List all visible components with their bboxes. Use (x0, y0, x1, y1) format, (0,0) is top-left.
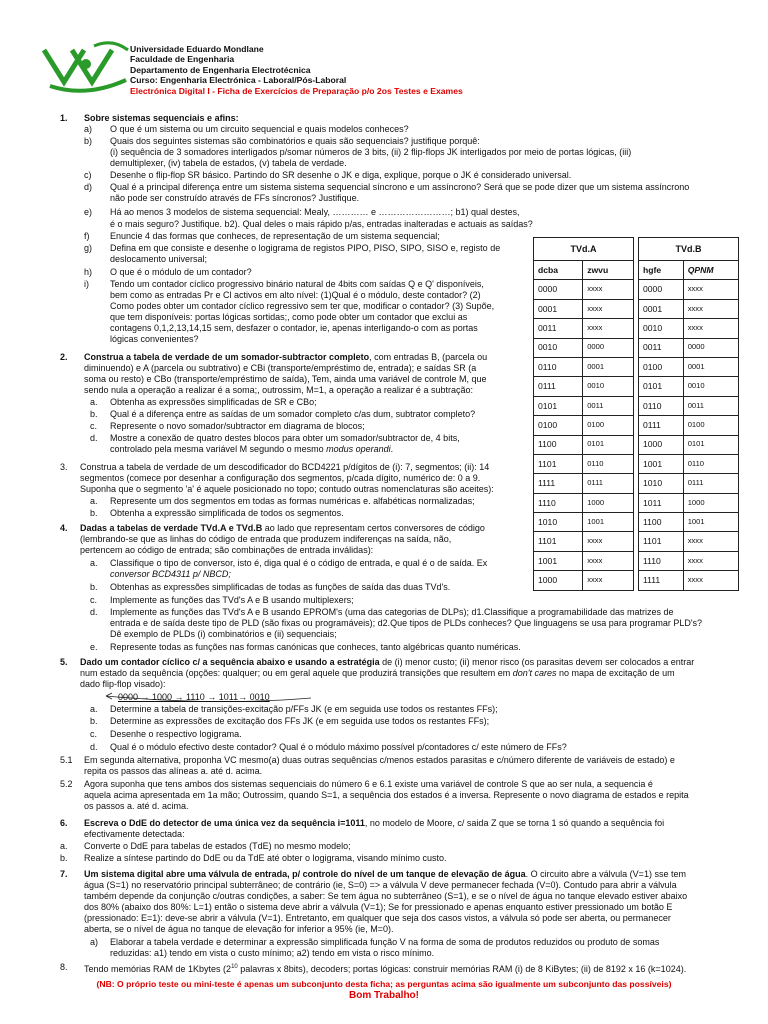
table-cell-output: 0110 (583, 454, 634, 473)
table-cell-output: xxxx (583, 551, 634, 570)
q1-g2: deslocamento universal; (110, 254, 208, 264)
table-row (639, 513, 739, 532)
q1-i3: Como podes obter um contador cíclico regressivo sem ter que, modificar o contador? (3) Supõe, (110, 301, 495, 311)
label-h: h) (84, 267, 93, 277)
label-d: d) (84, 182, 93, 192)
table-cell-input: 1011 (639, 493, 684, 512)
q4-d1: Implemente as funções das TVd's A e B usando EPROM's (uma das categorias de DLPs); d1.Classifique a programabilidade das matrizes de (110, 607, 674, 617)
table-row (639, 377, 739, 396)
table-cell-input: 0011 (534, 319, 583, 338)
table-cell-input: 1101 (534, 454, 583, 473)
table-cell-output: 0001 (583, 357, 634, 376)
table-cell-output: 0000 (683, 338, 738, 357)
table-cell-input: 1100 (534, 435, 583, 454)
note: (NB: O próprio teste ou mini-teste é apenas um subconjunto desta ficha; as perguntas acima são igualmente um subconjunto das possíveis) (96, 979, 672, 989)
q2-c: Represente o novo somador/subtractor em diagrama de blocos; (110, 421, 365, 431)
table-cell-input: 1110 (639, 551, 684, 570)
q3-t1: Construa a tabela de verdade de um descodificador do BCD4221 p/dígitos de (i): 7, segmentos; (ii): 14 (80, 462, 490, 472)
table-cell-output: xxxx (583, 280, 634, 299)
table-cell-output: xxxx (583, 571, 634, 590)
q1-e2: é o mais seguro? Justifique. b2). Qual deles o mais rápido p/as, entradas inalteradas e actuais as saídas? (110, 219, 533, 229)
table-row (534, 357, 634, 376)
label-a: a) (90, 937, 99, 947)
table-row (534, 513, 634, 532)
q8-t2: palavras x 8bits), decoders; portas lógicas: construir memórias RAM (i) de 8 KiBytes; (ii) de 8192 x 16 (k=1024). (237, 964, 687, 974)
label-a: a. (60, 841, 68, 851)
q1-g1: Defina em que consiste e desenhe o logigrama de registos PIPO, PISO, SIPO, SISO e, registo de (110, 243, 501, 253)
q3-t2: segmentos (comece por desenhar a configuração dos segmentos, p/cada dígito, numérico de: 0 a 9. (80, 473, 481, 483)
table-cell-output: 0010 (683, 377, 738, 396)
table-row (534, 299, 634, 318)
truth-table-a (533, 237, 634, 591)
q2-t4: sendo nula a operação a realizar é a soma;, outrossim, M=1, a operação a realizar é a subtração: (84, 385, 473, 395)
table-cell-output: xxxx (683, 319, 738, 338)
q1-c: Desenhe o flip-flop SR básico. Partindo do SR desenhe o JK e diga, explique, porque o JK é considerado universal. (110, 170, 572, 180)
q2-title: Construa a tabela de verdade de um somador-subtractor completo (84, 352, 370, 362)
university-name: Universidade Eduardo Mondlane (130, 44, 264, 54)
q7-t5: (pressionado: E=1): deve-se abrir a válvula (V=1). Entretanto, em qualquer que seja dos casos vistos, a válvula só pode ser aberta, ou permanecer (84, 913, 671, 923)
table-row (534, 493, 634, 512)
table-row (639, 571, 739, 590)
q7-t4: dos 80% (abaixo dos 80%: L=1) então o sistema deve abrir a válvula (V=1); Se for pressionado e apenas enquanto estiver pressionado um botão E (84, 902, 673, 912)
table-cell-input: 0111 (639, 416, 684, 435)
table-cell-output: xxxx (583, 319, 634, 338)
q6-title: Escreva o DdE do detector de uma única vez da sequência i=1011 (84, 818, 365, 828)
q6-a: Converte o DdE para tabelas de estados (TdE) no mesmo modelo; (84, 841, 351, 851)
label-c: c. (90, 595, 98, 605)
table-row (534, 532, 634, 551)
table-row (534, 474, 634, 493)
q2-number: 2. (60, 352, 68, 362)
label-e: e) (84, 207, 93, 217)
tvd-a-header-output: zwvu (583, 261, 634, 280)
table-cell-output: xxxx (683, 280, 738, 299)
table-row (639, 396, 739, 415)
table-cell-input: 1111 (639, 571, 684, 590)
q5-t2b: don't cares (512, 668, 557, 678)
course-name: Curso: Engenharia Electrónica - Laboral/Pós-Laboral (130, 75, 347, 86)
table-cell-input: 1000 (639, 435, 684, 454)
q3-t3: Suponha que o segmento 'a' é aquele posicionado no topo; contudo outras nomenclaturas são aceites): (80, 484, 494, 494)
table-row (534, 435, 634, 454)
q1-title: Sobre sistemas sequenciais e afins: (84, 113, 239, 123)
table-cell-input: 1010 (639, 474, 684, 493)
table-cell-output: 0000 (583, 338, 634, 357)
q5-t3: dado flip-flop visado): (80, 679, 166, 689)
label-g: g) (84, 243, 93, 253)
table-cell-output: 0101 (683, 435, 738, 454)
q5-d: Qual é o módulo efectivo deste contador? Qual é o módulo máximo possível p/contadores c/ este número de FFs? (110, 742, 567, 752)
q1-h: O que é o módulo de um contador? (110, 267, 252, 277)
q1-i4: que tem disponíveis: portas lógicas sortidas;, como pode obter um contador que exclui as (110, 312, 468, 322)
table-cell-output: xxxx (683, 571, 738, 590)
label-d: d. (90, 742, 98, 752)
q1-i5: contagens 0,1,2,13,14,15 sem, desfazer o contador, ie, apenas interligando-o com as portas (110, 323, 478, 333)
table-cell-output: 0111 (583, 474, 634, 493)
q2-t1b: , com entradas B, (parcela ou (369, 352, 488, 362)
q51-t2: repita os passos das alíneas a. até d. acima. (84, 766, 263, 776)
tvd-b-header-input: hgfe (639, 261, 684, 280)
q2-d2a: controlado pela mesma variável M segundo o mesmo (110, 444, 327, 454)
table-cell-input: 0010 (534, 338, 583, 357)
q5-title: Dado um contador cíclico c/ a sequência abaixo e usando a estratégia (80, 657, 380, 667)
q1-i1: Tendo um contador cíclico progressivo binário natural de 4bits com saídas Q e Q' disponíveis, (110, 279, 484, 289)
table-row (534, 416, 634, 435)
table-cell-input: 0110 (639, 396, 684, 415)
label-i: i) (84, 279, 89, 289)
table-row (639, 454, 739, 473)
label-d: d. (90, 433, 98, 443)
table-cell-output: 1001 (583, 513, 634, 532)
table-row (534, 396, 634, 415)
table-cell-output: 0110 (683, 454, 738, 473)
table-row (534, 319, 634, 338)
table-cell-output: 0101 (583, 435, 634, 454)
q5-b: Determine as expressões de excitação dos FFs JK (e em seguida use todos os restantes FFs); (110, 716, 490, 726)
tvd-b-header-output: QPNM (683, 261, 738, 280)
table-cell-input: 0001 (639, 299, 684, 318)
q1-i2: bem como as entradas Pr e Cl activos em alto nível: (1)Qual é o módulo, deste contador? (2) (110, 290, 481, 300)
closing: Bom Trabalho! (348, 990, 419, 1001)
table-row (639, 357, 739, 376)
table-cell-output: xxxx (583, 299, 634, 318)
table-row (534, 338, 634, 357)
q6-t1b: , no modelo de Moore, c/ saida Z que se torna 1 só quando a sequência foi (364, 818, 665, 828)
table-cell-output: 0011 (683, 396, 738, 415)
q5-number: 5. (60, 657, 68, 667)
q4-t1b: ao lado que representam certos conversores de código (262, 523, 485, 533)
q4-e: Represente todas as funções nas formas canónicas que conheces, tanto algébricas quanto numéricas. (110, 642, 521, 652)
q1-d1: Qual é a principal diferença entre um sistema sistema sequencial síncrono e um assíncrono? Será que se pode dizer que um sistema assíncrono (110, 182, 690, 192)
table-row (534, 377, 634, 396)
q5-t2c: no mapa de excitação de um (556, 668, 675, 678)
label-b: b. (90, 582, 98, 592)
table-cell-output: 0010 (583, 377, 634, 396)
q8-sup: 10 (231, 964, 238, 970)
table-cell-input: 1000 (534, 571, 583, 590)
q6-t2: efectivamente detectada: (84, 829, 185, 839)
q4-t3: pertencem ao código de entrada; são combinações de entrada inválidas): (80, 545, 374, 555)
q4-a2: conversor BCD4311 p/ NBCD; (110, 569, 231, 579)
table-cell-output: 1000 (683, 493, 738, 512)
table-cell-input: 0100 (534, 416, 583, 435)
table-row (639, 280, 739, 299)
q2-t2: diminuendo) e A (parcela ou subtrativo) e CBi (transporte/empréstimo de, entrada); e saídas SR (a (84, 363, 477, 373)
label-c: c. (90, 729, 98, 739)
table-cell-output: 1001 (683, 513, 738, 532)
q7-number: 7. (60, 869, 68, 879)
q4-t2: (lembrando-se que as linhas do código de entrada que produzem indiferenças na saída, não, (80, 534, 452, 544)
q2-t3: soma ou resto) e CBo (transporte/empréstimo de saída), Tem, ainda uma variável de controle M, que (84, 374, 487, 384)
q2-d2b: modus operandi (326, 444, 391, 454)
table-cell-input: 0111 (534, 377, 583, 396)
q6-b: Realize a síntese partindo do DdE ou da TdE até obter o logigrama, visando mínimo custo. (84, 853, 447, 863)
q7-t2: água (S=1) no reservatório principal subterrâneo; de contrário (ie, S=0) => a válvula V deve permanecer fechada (V=0). Contudo para abrir a válvula (84, 880, 677, 890)
table-cell-output: 0111 (683, 474, 738, 493)
table-row (639, 338, 739, 357)
table-cell-output: 0011 (583, 396, 634, 415)
label-f: f) (84, 231, 90, 241)
table-cell-output: xxxx (683, 299, 738, 318)
table-row (639, 299, 739, 318)
table-cell-input: 0000 (639, 280, 684, 299)
table-cell-output: xxxx (683, 532, 738, 551)
q7-a1: Elaborar a tabela verdade e determinar a expressão simplificada função V na forma de soma de produtos reduzidos ou produto de somas (110, 937, 660, 947)
university-logo (42, 40, 130, 98)
q1-d2: não pode ser construído através de FFs síncronos? Justifique. (110, 193, 360, 203)
table-cell-input: 1100 (639, 513, 684, 532)
table-cell-output: 0001 (683, 357, 738, 376)
q51-number: 5.1 (60, 755, 73, 765)
label-a: a) (84, 124, 93, 134)
label-a: a. (90, 704, 98, 714)
q1-b3: demultiplexer, (iv) tabela de estados, (v) tabela de verdade. (110, 158, 347, 168)
q52-number: 5.2 (60, 779, 73, 789)
table-cell-output: 0100 (583, 416, 634, 435)
q3-a: Represente um dos segmentos em todas as formas numéricas e. alfabéticas normalizadas; (110, 496, 475, 506)
q4-number: 4. (60, 523, 68, 533)
tvd-b-title: TVd.B (639, 238, 739, 261)
q5-t2a: num estado da sequência (opções: qualquer; ou em geral aquele que produzirá transições que resultem em (80, 668, 513, 678)
q1-e1: Há ao menos 3 modelos de sistema sequencial: Mealy, ………… e ……………………; b1) qual destes, (110, 207, 520, 217)
q52-t3: os passos a. até d. acima. (84, 801, 189, 811)
q8-t1: Tendo memórias RAM de 1Kbytes (2 (84, 964, 232, 974)
q2-b: Qual é a diferença entre as saídas de um somador completo c/as dum, subtrator completo? (110, 409, 476, 419)
q2-d1: Mostre a conexão de quatro destes blocos para obter um somador/subtractor de, 4 bits, (110, 433, 460, 443)
label-b: b. (90, 716, 98, 726)
table-cell-output: 1000 (583, 493, 634, 512)
table-row (534, 571, 634, 590)
subject-title: Electrónica Digital I - Ficha de Exercícios de Preparação p/o 2os Testes e Exames (130, 85, 463, 96)
label-b: b. (60, 853, 68, 863)
table-row (639, 319, 739, 338)
q3-b: Obtenha a expressão simplificada de todos os segmentos. (110, 508, 344, 518)
q4-c: Implemente as funções das TVd's A e B usando multiplexers; (110, 595, 354, 605)
table-cell-input: 0100 (639, 357, 684, 376)
document-header (130, 44, 463, 96)
q51-t1: Em segunda alternativa, proponha VC mesmo(a) duas outras sequências c/menos estados parasitas e c/número diferente de variáveis de estado) e (84, 755, 675, 765)
department-name: Departamento de Engenharia Electrotécnica (130, 64, 311, 75)
q7-title: Um sistema digital abre uma válvula de entrada, p/ controle do nível de um tanque de elevação de água (84, 869, 526, 879)
table-cell-output: 0100 (683, 416, 738, 435)
table-cell-input: 1001 (639, 454, 684, 473)
table-cell-input: 1010 (534, 513, 583, 532)
table-row (534, 280, 634, 299)
q7-t1b: . O circuito abre a válvula (V=1) sse tem (525, 869, 686, 879)
label-b: b) (84, 136, 93, 146)
q52-t2: aquela acima apresentada em 1a mão; Outrossim, quando S=1, a sequência dos estados é a inversa. Represente o novo diagrama de estados e repita (84, 790, 689, 800)
tvd-a-title: TVd.A (534, 238, 634, 261)
q4-title: Dadas a tabelas de verdade TVd.A e TVd.B (80, 523, 263, 533)
q1-b1: Quais dos seguintes sistemas são combinatórios e quais são sequenciais? justifique porquê: (110, 136, 480, 146)
table-row (639, 493, 739, 512)
q4-a1: Classifique o tipo de conversor, isto é, diga qual é o código de entrada, e qual é o de saída. Ex (110, 558, 488, 568)
label-c: c) (84, 170, 92, 180)
table-cell-input: 0110 (534, 357, 583, 376)
q52-t1: Agora suponha que tens ambos dos sistemas sequenciais do número 6 e 6.1 existe uma variável de controle S que ao ser nula, a sequencia é (84, 779, 653, 789)
q8-number: 8. (60, 962, 68, 972)
q2-d2c: . (390, 444, 394, 454)
table-cell-input: 0101 (639, 377, 684, 396)
q5-sequence: 0000 → 1000 → 1110 → 1011→ 0010 (118, 692, 270, 702)
table-row (639, 532, 739, 551)
table-cell-input: 1001 (534, 551, 583, 570)
table-cell-input: 0001 (534, 299, 583, 318)
label-d: d. (90, 607, 98, 617)
q4-d2: entrada e de saída deste tipo de PLD (são fixas ou programáveis); d2.Que tipos de PLDs conheces? Que linguagens se usa para programar PLD's? (110, 618, 703, 628)
table-row (639, 416, 739, 435)
q6-number: 6. (60, 818, 68, 828)
q2-a: Obtenha as expressões simplificadas de SR e CBo; (110, 397, 317, 407)
table-row (639, 551, 739, 570)
q7-a2: reduzidas: a1) tendo em vista o custo mínimo; a2) tendo em vista o risco mínimo. (110, 948, 435, 958)
q7-t6: aberta, se o nível de água no tanque de elevação for inferior a 95% (ie, M=0). (84, 924, 394, 934)
q7-t3: também depende da conjunção c/outras condições, a saber: Se tem água no subterrâneo (S=1), e se o nível de água no tanque elevado estiver abaixo (84, 891, 688, 901)
tvd-a-header-input: dcba (534, 261, 583, 280)
table-row (534, 454, 634, 473)
q5-c: Desenhe o respectivo logigrama. (110, 729, 242, 739)
table-cell-input: 0000 (534, 280, 583, 299)
q5-a: Determine a tabela de transições-excitação p/FFs JK (e em seguida use todos os restantes FFs); (110, 704, 498, 714)
label-b: b. (90, 409, 98, 419)
table-cell-input: 1110 (534, 493, 583, 512)
label-c: c. (90, 421, 98, 431)
table-row (639, 474, 739, 493)
table-cell-input: 0101 (534, 396, 583, 415)
q5-t1b: de (i) menor custo; (ii) menor risco (os parasitas devem ser colocados a entrar (379, 657, 695, 667)
label-e: e. (90, 642, 98, 652)
label-b: b. (90, 508, 98, 518)
table-cell-input: 1111 (534, 474, 583, 493)
q3-number: 3. (60, 462, 68, 472)
table-cell-input: 1101 (534, 532, 583, 551)
table-cell-input: 0010 (639, 319, 684, 338)
table-cell-input: 0011 (639, 338, 684, 357)
table-row (639, 435, 739, 454)
table-cell-output: xxxx (583, 532, 634, 551)
q1-number: 1. (60, 113, 68, 123)
q1-i6: lógicas convenientes? (110, 334, 199, 344)
q4-b: Obtenhas as expressões simplificadas de todas as funções de saída das duas TVd's. (110, 582, 451, 592)
q1-f: Enuncie 4 das formas que conheces, de representação de um sistema sequencial; (110, 231, 440, 241)
q4-d3: Dê exemplo de PLDs (i) combinatórios e (ii) sequenciais; (110, 629, 337, 639)
truth-table-b (638, 237, 739, 591)
table-row (534, 551, 634, 570)
label-a: a. (90, 496, 98, 506)
label-a: a. (90, 558, 98, 568)
label-a: a. (90, 397, 98, 407)
table-cell-output: xxxx (683, 551, 738, 570)
q1-a: O que é um sistema ou um circuito sequencial e quais modelos conheces? (110, 124, 409, 134)
table-cell-input: 1101 (639, 532, 684, 551)
faculty-name: Faculdade de Engenharia (130, 54, 235, 65)
q1-b2: (i) sequência de 3 somadores interligados p/somar números de 3 bits, (ii) 2 flip-flops JK interligados por meio de portas lógicas, (iii) (110, 147, 632, 157)
